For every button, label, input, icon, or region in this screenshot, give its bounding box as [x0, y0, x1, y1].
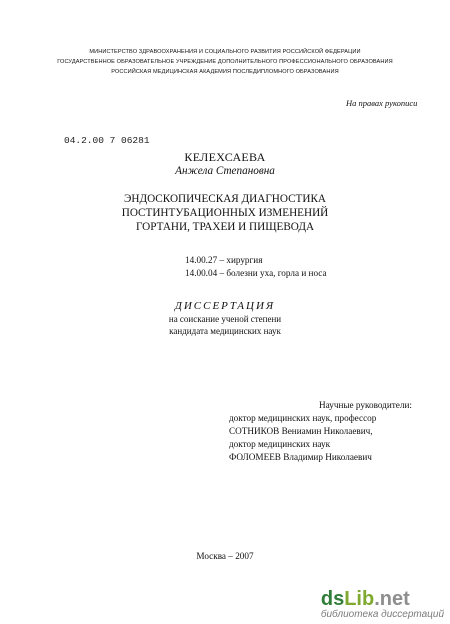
author-surname: КЕЛЕХСАЕВА: [184, 150, 266, 164]
specialty-surgery: 14.00.27 – хирургия: [185, 255, 263, 265]
degree-line-2: кандидата медицинских наук: [169, 326, 281, 336]
logo-ds: ds: [320, 588, 345, 610]
supervisors-heading: Научные руководители:: [319, 400, 412, 410]
title-line-1: ЭНДОСКОПИЧЕСКАЯ ДИАГНОСТИКА: [123, 193, 327, 205]
supervisor-2-degree: доктор медицинских наук: [229, 439, 331, 449]
supervisor-2-name: ФОЛОМЕЕВ Владимир Николаевич: [229, 452, 372, 462]
dslib-watermark: [321, 589, 444, 620]
rights-note: На правах рукописи: [346, 98, 418, 108]
supervisor-1-degree: доктор медицинских наук, профессор: [229, 413, 377, 423]
specialty-ent: 14.00.04 – болезни уха, горла и носа: [185, 268, 327, 278]
logo-net: .net: [374, 588, 410, 610]
header-academy: РОССИЙСКАЯ МЕДИЦИНСКАЯ АКАДЕМИЯ ПОСЛЕДИПЛОМНОГО ОБРАЗОВАНИЯ: [111, 69, 339, 75]
supervisor-1-name: СОТНИКОВ Вениамин Николаевич,: [229, 426, 373, 436]
title-line-3: ГОРТАНИ, ТРАХЕИ И ПИЩЕВОДА: [135, 221, 315, 233]
registry-stamp: 04.2.00 7 06281: [64, 135, 150, 146]
header-institution: ГОСУДАРСТВЕННОЕ ОБРАЗОВАТЕЛЬНОЕ УЧРЕЖДЕНИЕ ДОПОЛНИТЕЛЬНОГО ПРОФЕССИОНАЛЬНОГО ОБРАЗОВАНИЯ: [57, 59, 393, 65]
title-line-2: ПОСТИНТУБАЦИОННЫХ ИЗМЕНЕНИЙ: [121, 207, 329, 219]
dslib-logo: [321, 589, 444, 609]
logo-lib: Lib: [344, 588, 375, 610]
dslib-tagline: библиотека диссертаций: [320, 609, 444, 620]
document-type: ДИССЕРТАЦИЯ: [174, 300, 276, 312]
city-year: Москва – 2007: [196, 551, 254, 561]
header-ministry: МИНИСТЕРСТВО ЗДРАВООХРАНЕНИЯ И СОЦИАЛЬНОГО РАЗВИТИЯ РОССИЙСКОЙ ФЕДЕРАЦИИ: [89, 49, 361, 55]
degree-line-1: на соискание ученой степени: [168, 314, 282, 324]
author-given-names: Анжела Степановна: [175, 165, 275, 177]
